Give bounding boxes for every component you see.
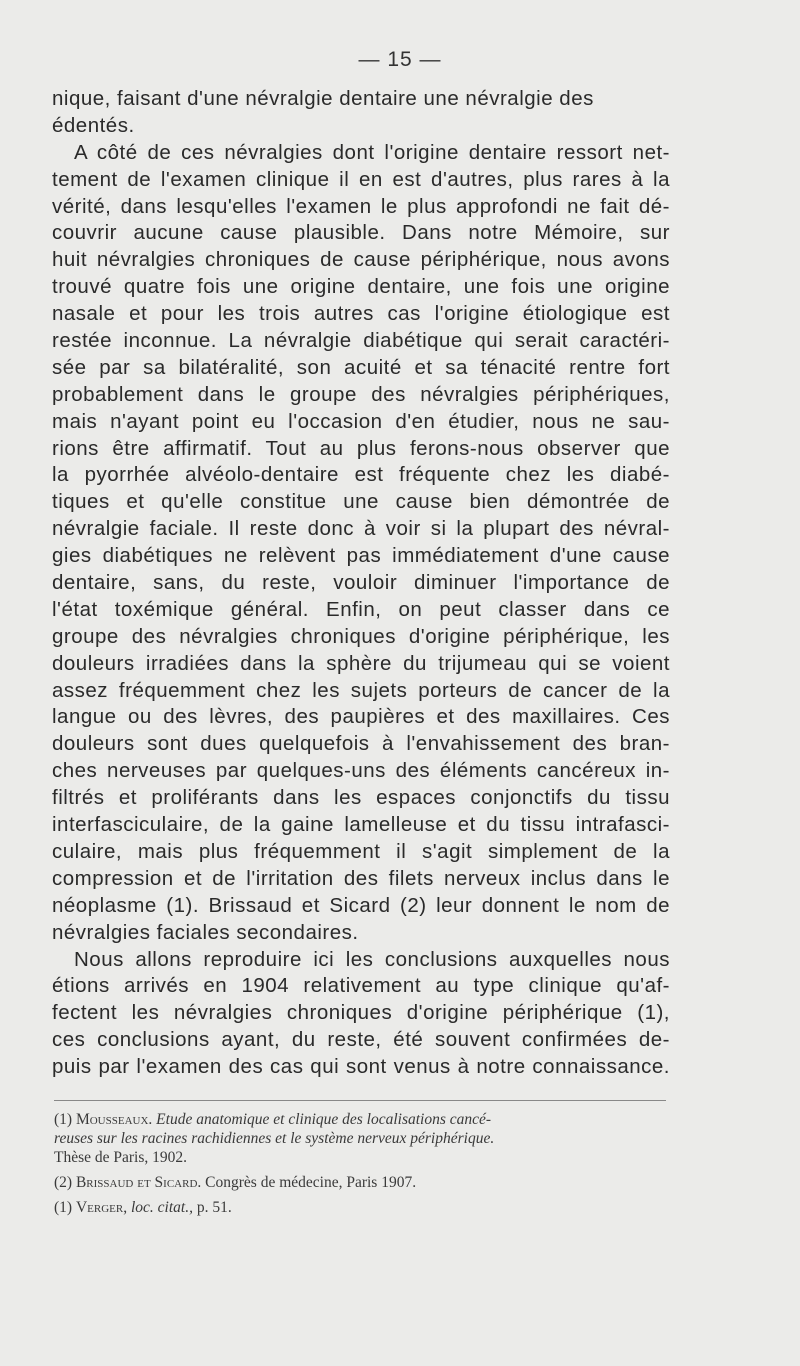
footnote-number: (1): [54, 1111, 73, 1128]
footnote-details: p. 51.: [196, 1199, 232, 1216]
text-line: interfasciculaire, de la gaine lamelleuse et du tissu intrafasci-: [52, 813, 670, 837]
text-line: ches nerveuses par quelques-uns des éléments cancéreux in-: [52, 759, 670, 783]
text-line: douleurs sont dues quelquefois à l'envahissement des bran-: [52, 732, 670, 756]
text-line: néoplasme (1). Brissaud et Sicard (2) leur donnent le nom de: [52, 893, 670, 917]
text-line: tiques et qu'elle constitue une cause bien démontrée de: [52, 490, 670, 514]
footnote-title: Etude anatomique et clinique des localisations cancé-: [156, 1111, 492, 1128]
text-line: névralgies faciales secondaires.: [52, 920, 359, 944]
footnote-author: Verger,: [75, 1199, 128, 1216]
text-line: couvrir aucune cause plausible. Dans notre Mémoire, sur: [52, 221, 670, 245]
text-line: nique, faisant d'une névralgie dentaire une névralgie des: [52, 87, 594, 110]
text-line: langue ou des lèvres, des paupières et des maxillaires. Ces: [52, 705, 670, 729]
footnote-details: Thèse de Paris, 1902.: [54, 1149, 188, 1166]
text-line: huit névralgies chroniques de cause périphérique, nous avons: [52, 248, 670, 272]
text-line: compression et de l'irritation des filets nerveux inclus dans le: [52, 866, 670, 890]
footnote-author: Mousseaux.: [75, 1111, 153, 1128]
footnote-details: Congrès de médecine, Paris 1907.: [205, 1174, 417, 1191]
text-line: A côté de ces névralgies dont l'origine dentaire ressort net-: [74, 140, 670, 164]
text-line: dentaire, sans, du reste, vouloir diminuer l'importance de: [52, 571, 670, 595]
text-line: puis par l'examen des cas qui sont venus à notre connaissance.: [52, 1055, 670, 1079]
footnote: [54, 1173, 666, 1192]
text-line: étions arrivés en 1904 relativement au type clinique qu'af-: [52, 974, 670, 998]
text-line: gies diabétiques ne relèvent pas immédiatement d'une cause: [52, 544, 670, 568]
text-line: restée inconnue. La névralgie diabétique qui serait caractéri-: [52, 329, 670, 353]
footnote: [54, 1110, 666, 1167]
text-line: névralgie faciale. Il reste donc à voir si la plupart des névral-: [52, 517, 670, 541]
text-line: fectent les névralgies chroniques d'origine périphérique (1),: [52, 1001, 670, 1025]
page-number: — 15 —: [358, 48, 442, 71]
text-line: édentés.: [52, 113, 135, 137]
text-line: la pyorrhée alvéolo-dentaire est fréquente chez les diabé-: [52, 463, 670, 487]
text-line: assez fréquemment chez les sujets porteurs de cancer de la: [52, 678, 670, 702]
footnote: [54, 1198, 666, 1217]
text-line: mais n'ayant point eu l'occasion d'en étudier, nous ne sau-: [52, 409, 670, 433]
footnote-title: loc. citat.,: [130, 1199, 193, 1216]
text-line: probablement dans le groupe des névralgies périphériques,: [52, 382, 670, 406]
footnotes: [54, 1110, 666, 1223]
footnote-title-continued: reuses sur les racines rachidiennes et le système nerveux périphérique.: [54, 1130, 495, 1147]
text-line: filtrés et proliférants dans les espaces conjonctifs du tissu: [52, 786, 670, 810]
text-line: groupe des névralgies chroniques d'origine périphérique, les: [52, 624, 670, 648]
text-line: Nous allons reproduire ici les conclusions auxquelles nous: [74, 947, 670, 971]
text-line: douleurs irradiées dans la sphère du trijumeau qui se voient: [52, 651, 670, 675]
text-line: l'état toxémique général. Enfin, on peut classer dans ce: [52, 597, 670, 621]
text-line: ces conclusions ayant, du reste, été souvent confirmées de-: [52, 1028, 670, 1052]
text-line: rions être affirmatif. Tout au plus ferons-nous observer que: [52, 436, 670, 460]
body-text: [52, 86, 670, 1081]
footnote-author: Brissaud et Sicard.: [75, 1174, 202, 1191]
footnote-number: (2): [54, 1174, 73, 1191]
text-line: culaire, mais plus fréquemment il s'agit simplement de la: [52, 839, 670, 863]
footnote-separator: [54, 1100, 666, 1101]
footnote-number: (1): [54, 1199, 73, 1216]
text-line: trouvé quatre fois une origine dentaire, une fois une origine: [52, 275, 670, 299]
text-line: nasale et pour les trois autres cas l'origine étiologique est: [52, 302, 670, 326]
text-line: tement de l'examen clinique il en est d'autres, plus rares à la: [52, 167, 670, 191]
text-line: sée par sa bilatéralité, son acuité et sa ténacité rentre fort: [52, 355, 670, 379]
text-line: vérité, dans lesqu'elles l'examen le plus approfondi ne fait dé-: [52, 194, 670, 218]
